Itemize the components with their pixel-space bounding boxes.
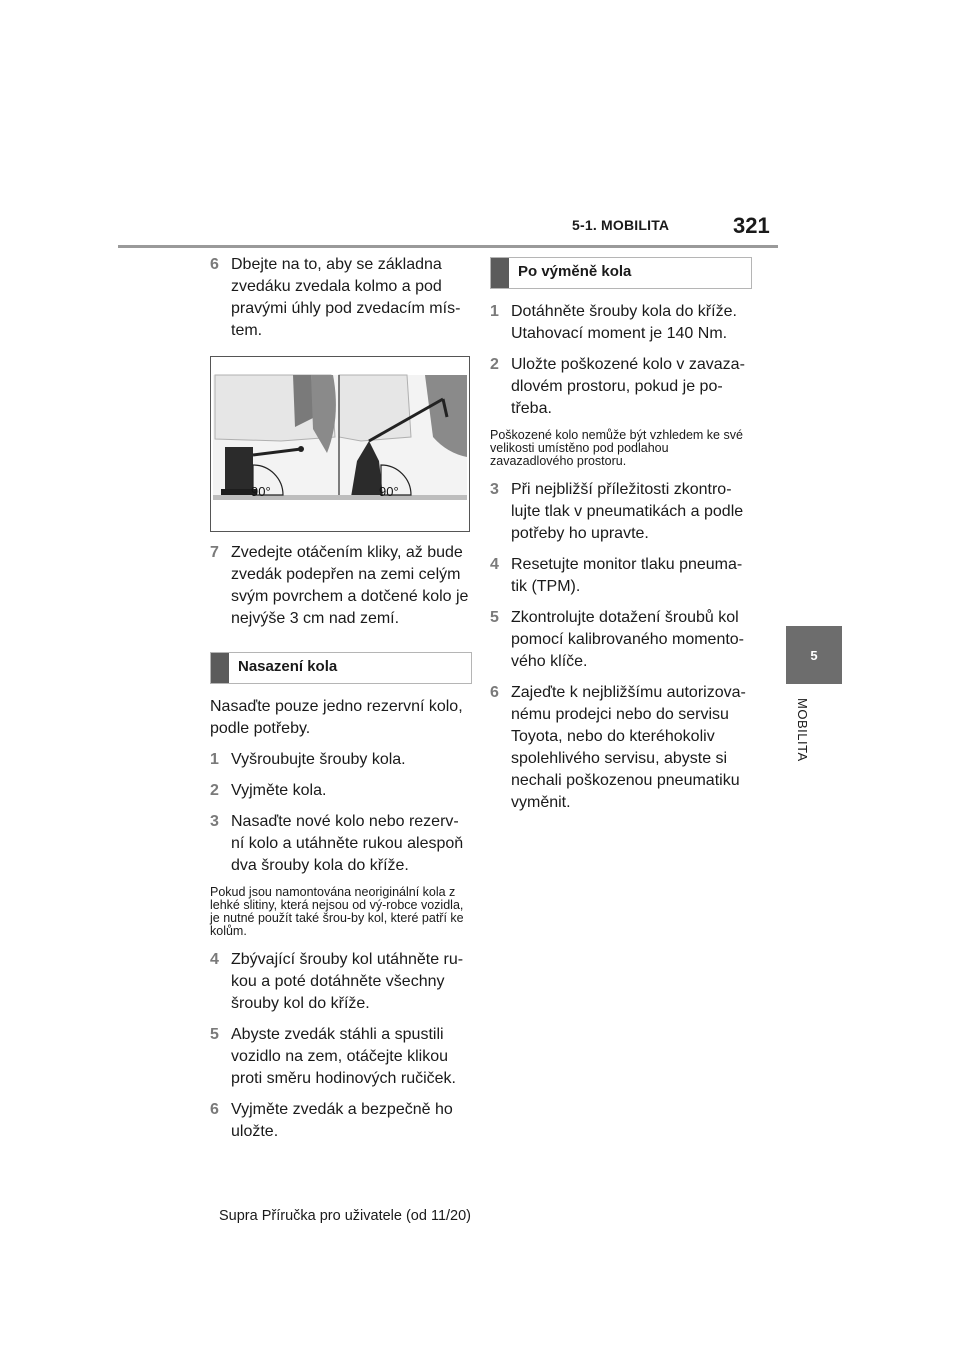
footer-manual-title: Supra Příručka pro uživatele (od 11/20) xyxy=(219,1208,472,1224)
left-column xyxy=(210,254,472,1152)
after-step-5 xyxy=(490,607,752,673)
step-text: Vyjměte kola. xyxy=(231,782,327,799)
after-step-6 xyxy=(490,682,752,814)
step-number: 3 xyxy=(210,813,219,830)
step-number: 7 xyxy=(210,544,219,561)
step-number: 5 xyxy=(490,609,499,626)
step-text: Resetujte monitor tlaku pneuma-tik (TPM). xyxy=(511,556,743,595)
mount-step-5 xyxy=(210,1024,472,1090)
step-number: 6 xyxy=(490,684,499,701)
step-text: Vyšroubujte šrouby kola. xyxy=(231,751,406,768)
after-step-1 xyxy=(490,301,752,345)
step-text: Zajeďte k nejbližšímu autorizova-nému prodejci nebo do servisu Toyota, nebo do kteréhokoliv spolehlivého servisu, abyste si nechali poškozenou pneumatiku vyměnit. xyxy=(511,684,746,811)
jack-diagram-svg xyxy=(211,357,469,531)
page-number: 321 xyxy=(733,213,770,238)
step-text: Dotáhněte šrouby kola do kříže. Utahovací moment je 140 Nm. xyxy=(511,303,737,342)
step-number: 6 xyxy=(210,256,219,273)
after-step-4 xyxy=(490,554,752,598)
step-7-raise-jack xyxy=(210,542,472,630)
alloy-wheel-note: Pokud jsou namontována neoriginální kola z lehké slitiny, která nejsou od vý-robce vozidla, je nutné použít také šrou-by kol, které patří ke kolům. xyxy=(210,885,464,938)
step-text: Uložte poškozené kolo v zavaza-dlovém prostoru, pokud je po-třeba. xyxy=(511,356,745,417)
step-number: 1 xyxy=(210,751,219,768)
step-text: Při nejbližší příležitosti zkontro-lujte tlak v pneumatikách a podle potřeby ho upravte. xyxy=(511,481,744,542)
step-number: 6 xyxy=(210,1101,219,1118)
heading-bar xyxy=(491,258,509,288)
step-number: 2 xyxy=(490,356,499,373)
step-text: Nasaďte nové kolo nebo rezerv-ní kolo a utáhněte rukou alespoň dva šrouby kola do kříže. xyxy=(231,813,464,874)
step-text: Abyste zvedák stáhli a spustili vozidlo na zem, otáčejte klikou proti směru hodinových ručiček. xyxy=(231,1026,456,1087)
jack-illustration xyxy=(210,356,470,532)
header-divider xyxy=(118,245,778,248)
section-heading-mount-wheel xyxy=(210,652,472,684)
chapter-tab-label: MOBILITA xyxy=(795,698,810,762)
mount-step-2 xyxy=(210,780,472,802)
angle-label-left: 90° xyxy=(251,484,271,499)
step-number: 2 xyxy=(210,782,219,799)
after-step-3 xyxy=(490,479,752,545)
heading-label: Po výměně kola xyxy=(518,263,632,280)
section-heading-after-change xyxy=(490,257,752,289)
angle-label-right: 90° xyxy=(379,484,399,499)
mount-intro: Nasaďte pouze jedno rezervní kolo, podle potřeby. xyxy=(210,698,463,737)
mount-step-6 xyxy=(210,1099,472,1143)
step-text: Zkontrolujte dotažení šroubů kol pomocí kalibrovaného momento-vého klíče. xyxy=(511,609,745,670)
right-column xyxy=(490,257,752,823)
step-6-jack-base xyxy=(210,254,472,342)
step-number: 5 xyxy=(210,1026,219,1043)
damaged-wheel-note: Poškozené kolo nemůže být vzhledem ke své velikosti umístěno pod podlahou zavazadlového prostoru. xyxy=(490,428,743,468)
heading-label: Nasazení kola xyxy=(238,658,338,675)
step-text: Vyjměte zvedák a bezpečně ho uložte. xyxy=(231,1101,453,1140)
after-step-2 xyxy=(490,354,752,420)
step-number: 3 xyxy=(490,481,499,498)
step-text: Zbývající šrouby kol utáhněte ru-kou a poté dotáhněte všechny šrouby kol do kříže. xyxy=(231,951,464,1012)
section-title: 5-1. MOBILITA xyxy=(572,217,670,233)
heading-bar xyxy=(211,653,229,683)
step-number: 4 xyxy=(210,951,219,968)
mount-step-1 xyxy=(210,749,472,771)
step-text: Zvedejte otáčením kliky, až bude zvedák podepřen na zemi celým svým povrchem a dotčené kolo je nejvýše 3 cm nad zemí. xyxy=(231,544,469,627)
chapter-tab: 5 xyxy=(786,626,842,684)
step-number: 4 xyxy=(490,556,499,573)
mount-step-3 xyxy=(210,811,472,877)
mount-step-4 xyxy=(210,949,472,1015)
step-number: 1 xyxy=(490,303,499,320)
step-text: Dbejte na to, aby se základna zvedáku zvedala kolmo a pod pravými úhly pod zvedacím mís-tem. xyxy=(231,256,461,339)
